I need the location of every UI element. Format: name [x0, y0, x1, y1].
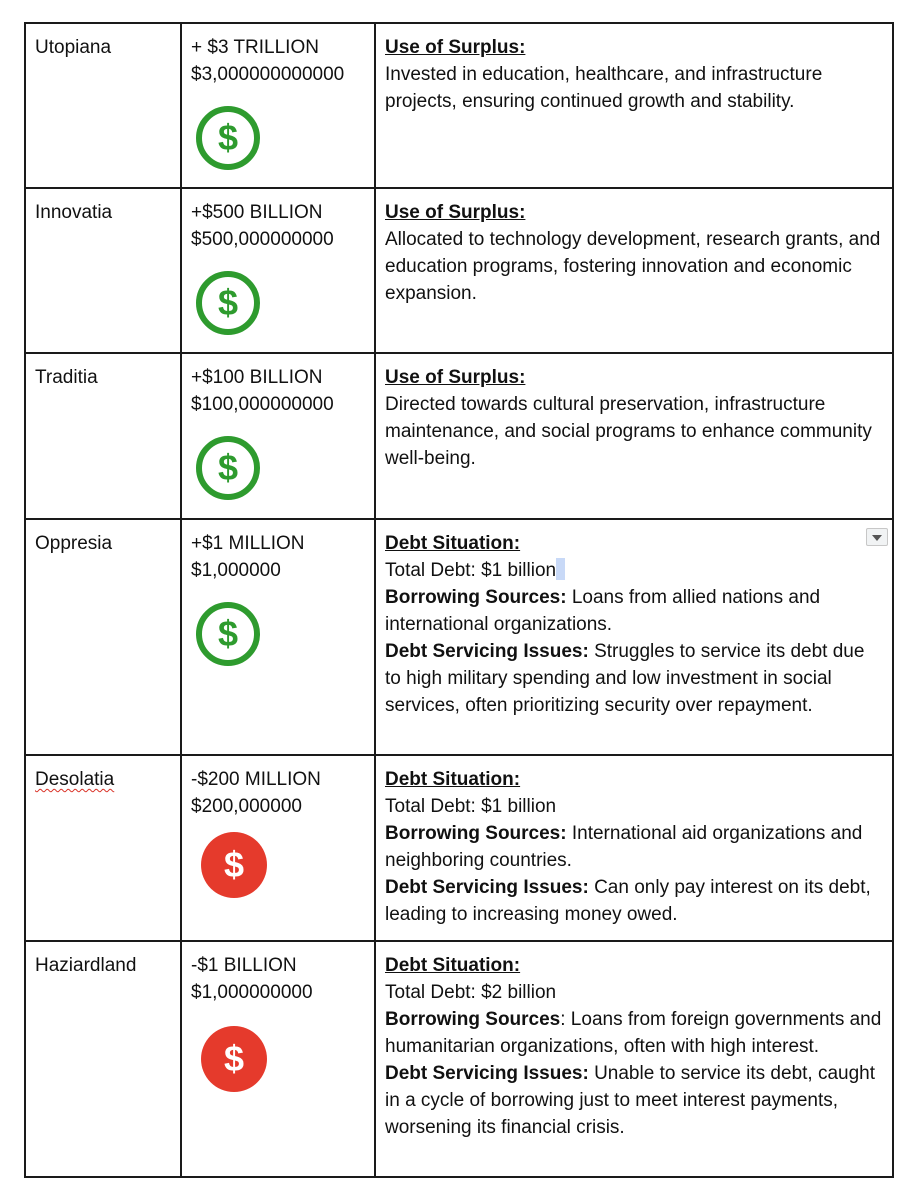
amount-full: $1,000000000 [191, 982, 313, 1003]
borrowing-sources-line [385, 584, 883, 638]
servicing-label: Debt Servicing Issues: [385, 641, 589, 662]
country-name: Traditia [35, 367, 98, 388]
country-cell[interactable] [25, 519, 181, 755]
amount-full: $1,000000 [191, 560, 281, 581]
section-heading: Use of Surplus: [385, 202, 526, 223]
description-cell[interactable] [375, 941, 893, 1177]
section-heading: Debt Situation: [385, 769, 521, 790]
amount-label: + $3 TRILLION [191, 37, 319, 58]
debt-servicing-line [385, 874, 883, 928]
amount-cell[interactable] [181, 353, 375, 519]
country-name: Haziardland [35, 955, 137, 976]
amount-full: $200,000000 [191, 796, 302, 817]
total-debt-line [385, 557, 883, 584]
svg-text:$: $ [217, 447, 239, 488]
servicing-label: Debt Servicing Issues: [385, 877, 589, 898]
svg-text:$: $ [223, 844, 245, 885]
table-row [25, 188, 893, 353]
green-dollar-icon [194, 600, 262, 668]
amount-cell[interactable] [181, 23, 375, 188]
total-debt-text: Total Debt: $1 billion [385, 560, 557, 581]
amount-cell[interactable] [181, 188, 375, 353]
amount-cell[interactable] [181, 519, 375, 755]
table-row [25, 755, 893, 941]
description-cell[interactable] [375, 188, 893, 353]
section-heading: Debt Situation: [385, 533, 521, 554]
green-dollar-icon [194, 434, 262, 502]
amount-label: -$1 BILLION [191, 955, 297, 976]
servicing-text: Struggles to service its debt due to high military spending and low investment in social services, often prioritizing security over repayment. [385, 641, 865, 716]
borrowing-text: : Loans from foreign governments and humanitarian organizations, often with high interest. [385, 1009, 882, 1057]
red-dollar-icon [201, 832, 267, 898]
budget-table [24, 22, 894, 1178]
country-cell[interactable] [25, 941, 181, 1177]
svg-text:$: $ [217, 117, 239, 158]
amount-full: $100,000000000 [191, 394, 334, 415]
borrowing-text: International aid organizations and neighboring countries. [385, 823, 863, 871]
description-text: Allocated to technology development, research grants, and education programs, fostering innovation and economic expansion. [385, 229, 881, 304]
servicing-text: Can only pay interest on its debt, leading to increasing money owed. [385, 877, 871, 925]
description-cell[interactable] [375, 353, 893, 519]
debt-servicing-line [385, 638, 883, 719]
amount-full: $500,000000000 [191, 229, 334, 250]
svg-text:$: $ [217, 613, 239, 654]
country-name: Utopiana [35, 37, 112, 58]
green-dollar-icon [194, 269, 262, 337]
table-row [25, 353, 893, 519]
total-debt-text: Total Debt: $1 billion [385, 796, 557, 817]
amount-full: $3,000000000000 [191, 64, 345, 85]
table-row [25, 941, 893, 1177]
country-cell[interactable] [25, 23, 181, 188]
description-cell[interactable] [375, 519, 893, 755]
amount-label: +$100 BILLION [191, 367, 323, 388]
borrowing-sources-line [385, 820, 883, 874]
servicing-label: Debt Servicing Issues: [385, 1063, 589, 1084]
country-cell[interactable] [25, 188, 181, 353]
borrowing-label: Borrowing Sources [385, 1009, 561, 1030]
total-debt-text: Total Debt: $2 billion [385, 982, 557, 1003]
description-text: Invested in education, healthcare, and infrastructure projects, ensuring continued growth and stability. [385, 64, 823, 112]
borrowing-text: Loans from allied nations and international organizations. [385, 587, 821, 635]
svg-text:$: $ [217, 282, 239, 323]
table-row [25, 23, 893, 188]
borrowing-sources-line [385, 1006, 883, 1060]
amount-cell[interactable] [181, 941, 375, 1177]
red-dollar-icon [201, 1026, 267, 1092]
amount-label: +$1 MILLION [191, 533, 305, 554]
description-text: Directed towards cultural preservation, infrastructure maintenance, and social programs to enhance community well-being. [385, 394, 872, 469]
amount-label: +$500 BILLION [191, 202, 323, 223]
description-cell[interactable] [375, 23, 893, 188]
cell-dropdown-button[interactable] [866, 528, 888, 546]
green-dollar-icon [194, 104, 262, 172]
country-cell[interactable] [25, 755, 181, 941]
table-row [25, 519, 893, 755]
amount-label: -$200 MILLION [191, 769, 321, 790]
section-heading: Debt Situation: [385, 955, 521, 976]
amount-cell[interactable] [181, 755, 375, 941]
country-name: Innovatia [35, 202, 113, 223]
svg-text:$: $ [223, 1038, 245, 1079]
text-selection-cursor [556, 558, 565, 580]
borrowing-label: Borrowing Sources: [385, 587, 567, 608]
section-heading: Use of Surplus: [385, 37, 526, 58]
country-cell[interactable] [25, 353, 181, 519]
debt-servicing-line [385, 1060, 883, 1141]
section-heading: Use of Surplus: [385, 367, 526, 388]
servicing-text: Unable to service its debt, caught in a cycle of borrowing just to meet interest payments, worsening its financial crisis. [385, 1063, 876, 1138]
description-cell[interactable] [375, 755, 893, 941]
borrowing-label: Borrowing Sources: [385, 823, 567, 844]
country-name: Desolatia [35, 769, 115, 790]
country-name: Oppresia [35, 533, 113, 554]
